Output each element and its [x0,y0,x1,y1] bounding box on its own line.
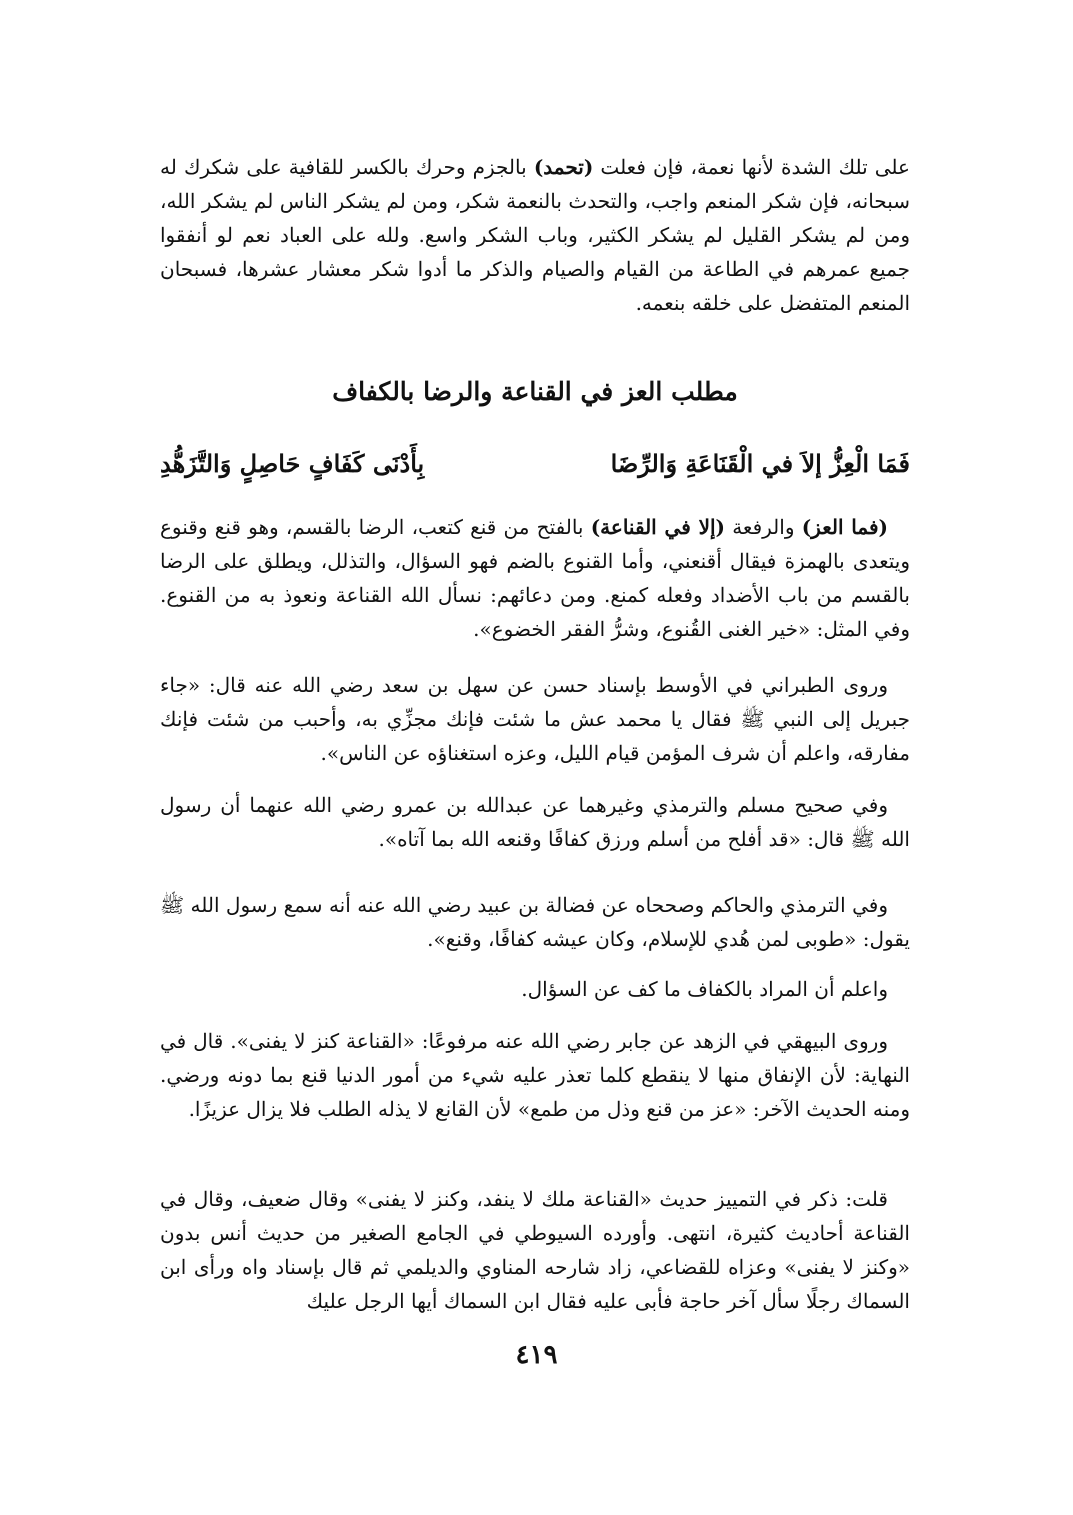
verse-first-hemistich: فَمَا الْعِزُّ إلاَ في الْقَنَاعَةِ وَالرِّضَا [610,449,910,478]
intro-text-rest: بالجزم وحرك بالكسر للقافية على شكرك له سبحانه، فإن شكر المنعم واجب، والتحدث بالنعمة شكر، ومن لم يشكر الناس لم يشكر الله، ومن لم يشكر القليل لم يشكر الكثير، وباب الشكر واسع. ولله على العباد نعم لو أنفقوا جميع عمرهم في الطاعة من القيام والصيام والذكر ما أدوا شكر معشار عشرها، فسبحان المنعم المتفضل على خلقه بنعمه. [160,155,910,315]
para4-text: وفي الترمذي والحاكم وصححاه عن فضالة بن عبيد رضي الله عنه أنه سمع رسول الله ﷺ يقول: «طوبى لمن هُدي للإسلام، وكان عيشه كفافًا، وقنع». [160,893,910,951]
page-number: ٤١٩ [515,1340,558,1370]
para1-text-2: بالفتح من قنع كتعب، الرضا بالقسم، وهو قنع وقنوع ويتعدى بالهمزة فيقال أقنعني، وأما القنوع بالضم فهو السؤال، والتذلل، ويطلق على الرضا بالقسم من باب الأضداد وفعله كمنع. ومن دعائهم: نسأل الله القناعة ونعوذ به من القنوع. وفي المثل: «خير الغنى القُنوع، وشرُّ الفقر الخضوع». [160,515,910,641]
para5-text: واعلم أن المراد بالكفاف ما كف عن السؤال. [521,977,888,1001]
intro-paragraph [160,150,910,320]
para1-bold-2: (إلا في القناعة) [590,515,725,539]
para3-text: وفي صحيح مسلم والترمذي وغيرهما عن عبدالله بن عمرو رضي الله عنهما أن رسول الله ﷺ قال: «قد أفلح من أسلم ورزق كفافًا وقنعه الله بما آتاه». [160,793,910,851]
verse-second-hemistich: بِأَدْنَى كَفَافٍ حَاصِلٍ وَالتَّزَهُّدِ [160,449,425,478]
intro-text-start: على تلك الشدة لأنها نعمة، فإن فعلت [593,155,910,179]
para1-bold-1: (فما العز) [801,515,888,539]
section-heading: مطلب العز في القناعة والرضا بالكفاف [332,377,738,406]
paragraph-4 [160,888,910,956]
paragraph-2 [160,668,910,770]
paragraph-7 [160,1182,910,1318]
paragraph-6 [160,1024,910,1126]
intro-bold-term: (تحمد) [533,155,594,179]
poem-verse [160,444,910,484]
paragraph-5 [160,972,910,1006]
para6-text: وروى البيهقي في الزهد عن جابر رضي الله عنه مرفوعًا: «القناعة كنز لا يفنى». قال في النهاية: لأن الإنفاق منها لا ينقطع كلما تعذر عليه شيء من أمور الدنيا قنع بما دونه ورضي. ومنه الحديث الآخر: «عز من قنع وذل من طمع» لأن القانع لا يذله الطلب فلا يزال عزيزًا. [160,1029,910,1121]
paragraph-1 [160,510,910,646]
para7-text: قلت: ذكر في التمييز حديث «القناعة ملك لا ينفد، وكنز لا يفنى» وقال ضعيف، وقال في القناعة أحاديث كثيرة، انتهى. وأورده السيوطي في الجامع الصغير من حديث أنس بدون «وكنز لا يفنى» وعزاه للقضاعي، زاد شارحه المناوي والديلمي ثم قال بإسناد واه ورأى ابن السماك رجلًا سأل آخر حاجة فأبى عليه فقال ابن السماك أيها الرجل عليك [160,1187,910,1313]
para1-text-1: والرفعة [725,515,802,539]
para2-text: وروى الطبراني في الأوسط بإسناد حسن عن سهل بن سعد رضي الله عنه قال: «جاء جبريل إلى النبي ﷺ فقال يا محمد عش ما شئت فإنك مجزِّي به، وأحبب من شئت فإنك مفارقه، واعلم أن شرف المؤمن قيام الليل، وعزه استغناؤه عن الناس». [160,673,910,765]
paragraph-3 [160,788,910,856]
